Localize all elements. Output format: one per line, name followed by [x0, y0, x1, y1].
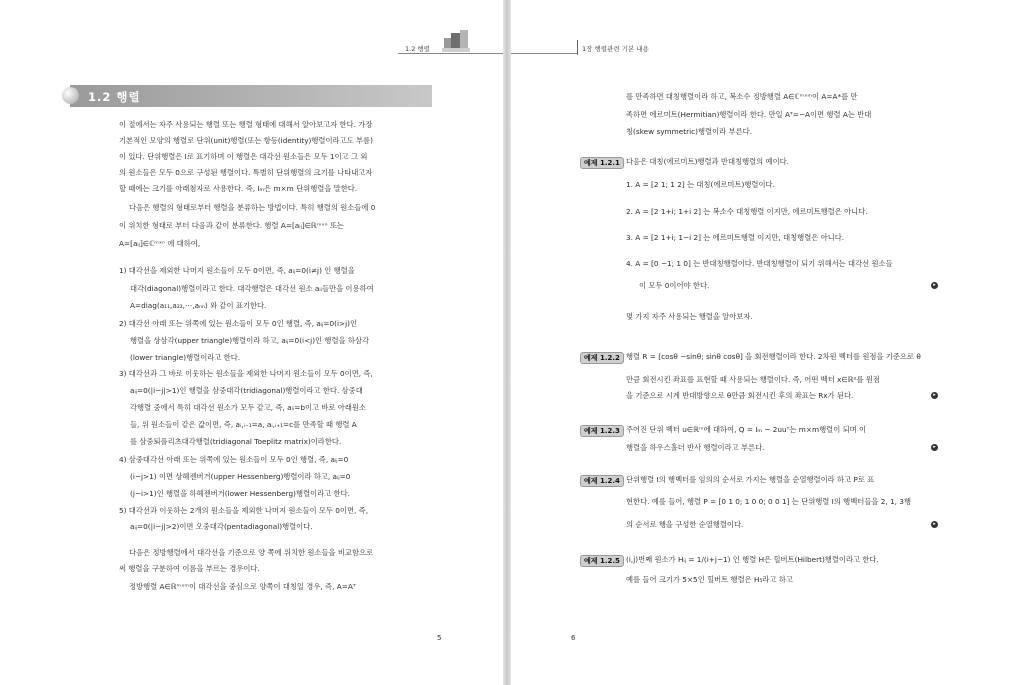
text-line: (j−i>1)인 행렬을 하헤젠버거(lower Hessenberg)행렬이라고 한다.: [130, 489, 350, 498]
text-line: 예를 들어 크기가 5×5인 힐버트 행렬은 H₅라고 하고: [626, 575, 793, 584]
text-line: (i−j>1) 이면 상헤젠버거(upper Hessenberg)행렬이라 하고, aᵢⱼ=0: [130, 472, 351, 481]
end-of-example-icon: ▸: [931, 521, 938, 528]
text-line: 할 때에는 크기를 아래첨자로 사용한다. 즉, Iₘ은 m×m 단위행렬을 말한다.: [119, 184, 358, 193]
text-line: 주어진 단위 벡터 u∈ℝᵐ에 대하여, Q = Iₘ − 2uuᵀ는 m×m행렬이 되며 이: [626, 425, 867, 434]
text-line: 각행렬 중에서 특히 대각선 원소가 모두 같고, 즉, aᵢᵢ=b이고 바로 아래원소: [130, 403, 366, 412]
list-item-5: 5) 대각선과 이웃하는 2개의 원소들을 제외한 나머지 원소들이 모두 0이면, 즉,: [119, 506, 369, 515]
text-line: A=diag(a₁₁,a₂₂,⋯,aₙₙ) 와 같이 표기한다.: [130, 301, 267, 310]
text-line: 칭(skew symmetric)행렬이라 부른다.: [626, 127, 752, 136]
text-line: (i,j)번째 원소가 Hᵢⱼ = 1/(i+j−1) 인 행렬 H은 힐버트(Hilbert)행렬이라고 한다.: [626, 555, 879, 564]
list-item-1: 1) 대각선을 제외한 나머지 원소들이 모두 0이면, 즉, aᵢⱼ=0(i≠j) 인 행렬을: [119, 266, 355, 275]
text-line: (lower triangle)행렬이라고 한다.: [130, 353, 241, 362]
example-badge: 예제 1.2.1: [580, 157, 624, 169]
text-line: 행렬을 하우스홀더 반사 행렬이라고 부른다.: [626, 443, 765, 452]
text-line: 몇 가지 자주 사용되는 행렬을 알아보자.: [626, 312, 753, 321]
book-gutter: [503, 0, 511, 685]
text-line: 만큼 회전시킨 좌표를 표현할 때 사용되는 행렬이다. 즉, 어떤 벡터 x∈ℝ²를 원점: [626, 375, 880, 384]
text-line: 기본적인 모양의 행렬로 단위(unit)행렬(또는 항등(identity)행렬이라고도 부름): [119, 136, 373, 145]
text-line: 을 기준으로 시계 반대방향으로 θ만큼 회전시킨 후의 좌표는 Rx가 된다.: [626, 391, 854, 400]
text-line: 들, 위 원소들이 같은 값이면, 즉, aᵢ,ᵢ₋₁=a, aᵢ,ᵢ₊₁=c를 만족할 때 행렬 A: [130, 420, 357, 429]
text-line: 현한다. 예를 들어, 행렬 P = [0 1 0; 1 0 0; 0 0 1] 는 단위행렬 I의 행벡터들을 2, 1, 3행: [626, 497, 911, 506]
text-line: 다음은 대칭(에르미트)행렬과 반대칭행렬의 예이다.: [626, 157, 789, 166]
text-line: aᵢⱼ=0(|i−j|>2)이면 오중대각(pentadiagonal)행렬이다.: [130, 522, 313, 531]
header-tick: [577, 40, 578, 55]
text-line: 1. A = [2 1; 1 2] 는 대칭(에르미트)행렬이다.: [626, 180, 775, 189]
list-item-4: 4) 삼중대각선 아래 또는 위쪽에 있는 원소들이 모두 0인 행렬, 즉, aᵢⱼ=0: [119, 455, 349, 464]
example-badge: 예제 1.2.2: [580, 352, 624, 364]
left-page: [0, 0, 503, 685]
text-line: aᵢⱼ=0(|i−j|>1)인 행렬을 삼중대각(tridiagonal)행렬이라고 한다. 삼중대: [130, 386, 363, 395]
text-line: 단위행렬 I의 행벡터를 임의의 순서로 가지는 행렬을 순열행렬이라 하고 P로 표: [626, 475, 875, 484]
text-line: 써 행렬을 구분하여 이름을 부르는 경우이다.: [119, 564, 260, 573]
text-line: 정방행렬 A∈ℝᵐˣᵐ이 대각선을 중심으로 양쪽이 대칭일 경우, 즉, A=Aᵀ: [129, 582, 356, 591]
section-bullet-icon: [62, 87, 79, 104]
page-number-right: 6: [571, 634, 576, 642]
text-line: 이 위치한 형태로 부터 다음과 같이 분류한다. 행렬 A=[aᵢⱼ]∈ℝᵐˣⁿ 또는: [119, 221, 344, 230]
header-rule-right: [511, 53, 577, 54]
text-line: 이 모두 0이어야 한다.: [639, 281, 710, 290]
example-badge: 예제 1.2.3: [580, 425, 624, 437]
running-header-right: 1장 행렬관련 기본 내용: [582, 45, 649, 53]
text-line: 의 순서로 행을 구성한 순열행렬이다.: [626, 520, 744, 529]
list-item-2: 2) 대각선 아래 또는 위쪽에 있는 원소들이 모두 0인 행렬, 즉, aᵢⱼ=0(i>j)인: [119, 319, 358, 328]
book-logo-icon: [440, 28, 474, 56]
text-line: 이 있다. 단위행렬은 I로 표기하며 이 행렬은 대각선 원소들은 모두 1이고 그 외: [119, 152, 368, 161]
text-line: 2. A = [2 1+i; 1+i 2] 는 복소수 대칭행렬 이지만, 에르미트행렬은 아니다.: [626, 207, 868, 216]
end-of-example-icon: ▸: [931, 282, 938, 289]
section-title: 1.2 행렬: [88, 90, 141, 104]
example-badge: 예제 1.2.5: [580, 555, 624, 567]
text-line: 행렬 R = [cosθ −sinθ; sinθ cosθ] 을 회전행렬이라 한다. 2차원 벡터를 원점을 기준으로 θ: [626, 352, 921, 361]
end-of-example-icon: ▸: [931, 444, 938, 451]
text-line: 대각(diagonal)행렬이라고 한다. 대각행렬은 대각선 원소 aᵢᵢ들만을 이용하여: [130, 284, 374, 293]
text-line: 다음은 정방행렬에서 대각선을 기준으로 양 쪽에 위치한 원소들을 비교함으로: [129, 548, 374, 557]
list-item-3: 3) 대각선과 그 바로 이웃하는 원소들을 제외한 나머지 원소들이 모두 0이면, 즉,: [119, 369, 373, 378]
text-line: 의 원소들은 모두 0으로 구성된 행렬이다. 특별히 단위행렬의 크기를 나타내고자: [119, 168, 373, 177]
text-line: 행렬을 상삼각(upper triangle)행렬이라 하고, aᵢⱼ=0(i<j)인 행렬을 하삼각: [130, 336, 370, 345]
text-line: 4. A = [0 −1; 1 0] 는 반대칭행렬이다. 반대칭행렬이 되기 위해서는 대각선 원소들: [626, 259, 893, 268]
running-header-left: 1.2 행렬: [405, 45, 430, 53]
text-line: A=[aᵢⱼ]∈ℂᵐˣⁿ 에 대하여,: [119, 239, 201, 248]
text-line: 이 절에서는 자주 사용되는 행렬 또는 행렬 형태에 대해서 알아보고자 한다. 가장: [119, 120, 373, 129]
text-line: 3. A = [2 1+i; 1−i 2] 는 에르미트행렬 이지만, 대칭행렬은 아니다.: [626, 233, 845, 242]
end-of-example-icon: ▸: [931, 392, 938, 399]
text-line: 를 삼중퇴플리츠대각행렬(tridiagonal Toeplitz matrix)이라한다.: [130, 437, 342, 446]
text-line: 족하면 에르미트(Hermitian)행렬이라 한다. 만일 Aᵀ=−A이면 행렬 A는 반대: [626, 110, 872, 119]
right-page: [511, 0, 1014, 685]
text-line: 를 만족하면 대칭행렬이라 하고, 복소수 정방행렬 A∈ℂᵐˣᵐ이 A=A*를 만: [626, 92, 858, 101]
example-badge: 예제 1.2.4: [580, 475, 624, 487]
page-number-left: 5: [437, 634, 442, 642]
text-line: 다음은 행렬의 형태로부터 행렬을 분류하는 방법이다. 특히 행렬의 원소들에 0: [129, 203, 376, 212]
